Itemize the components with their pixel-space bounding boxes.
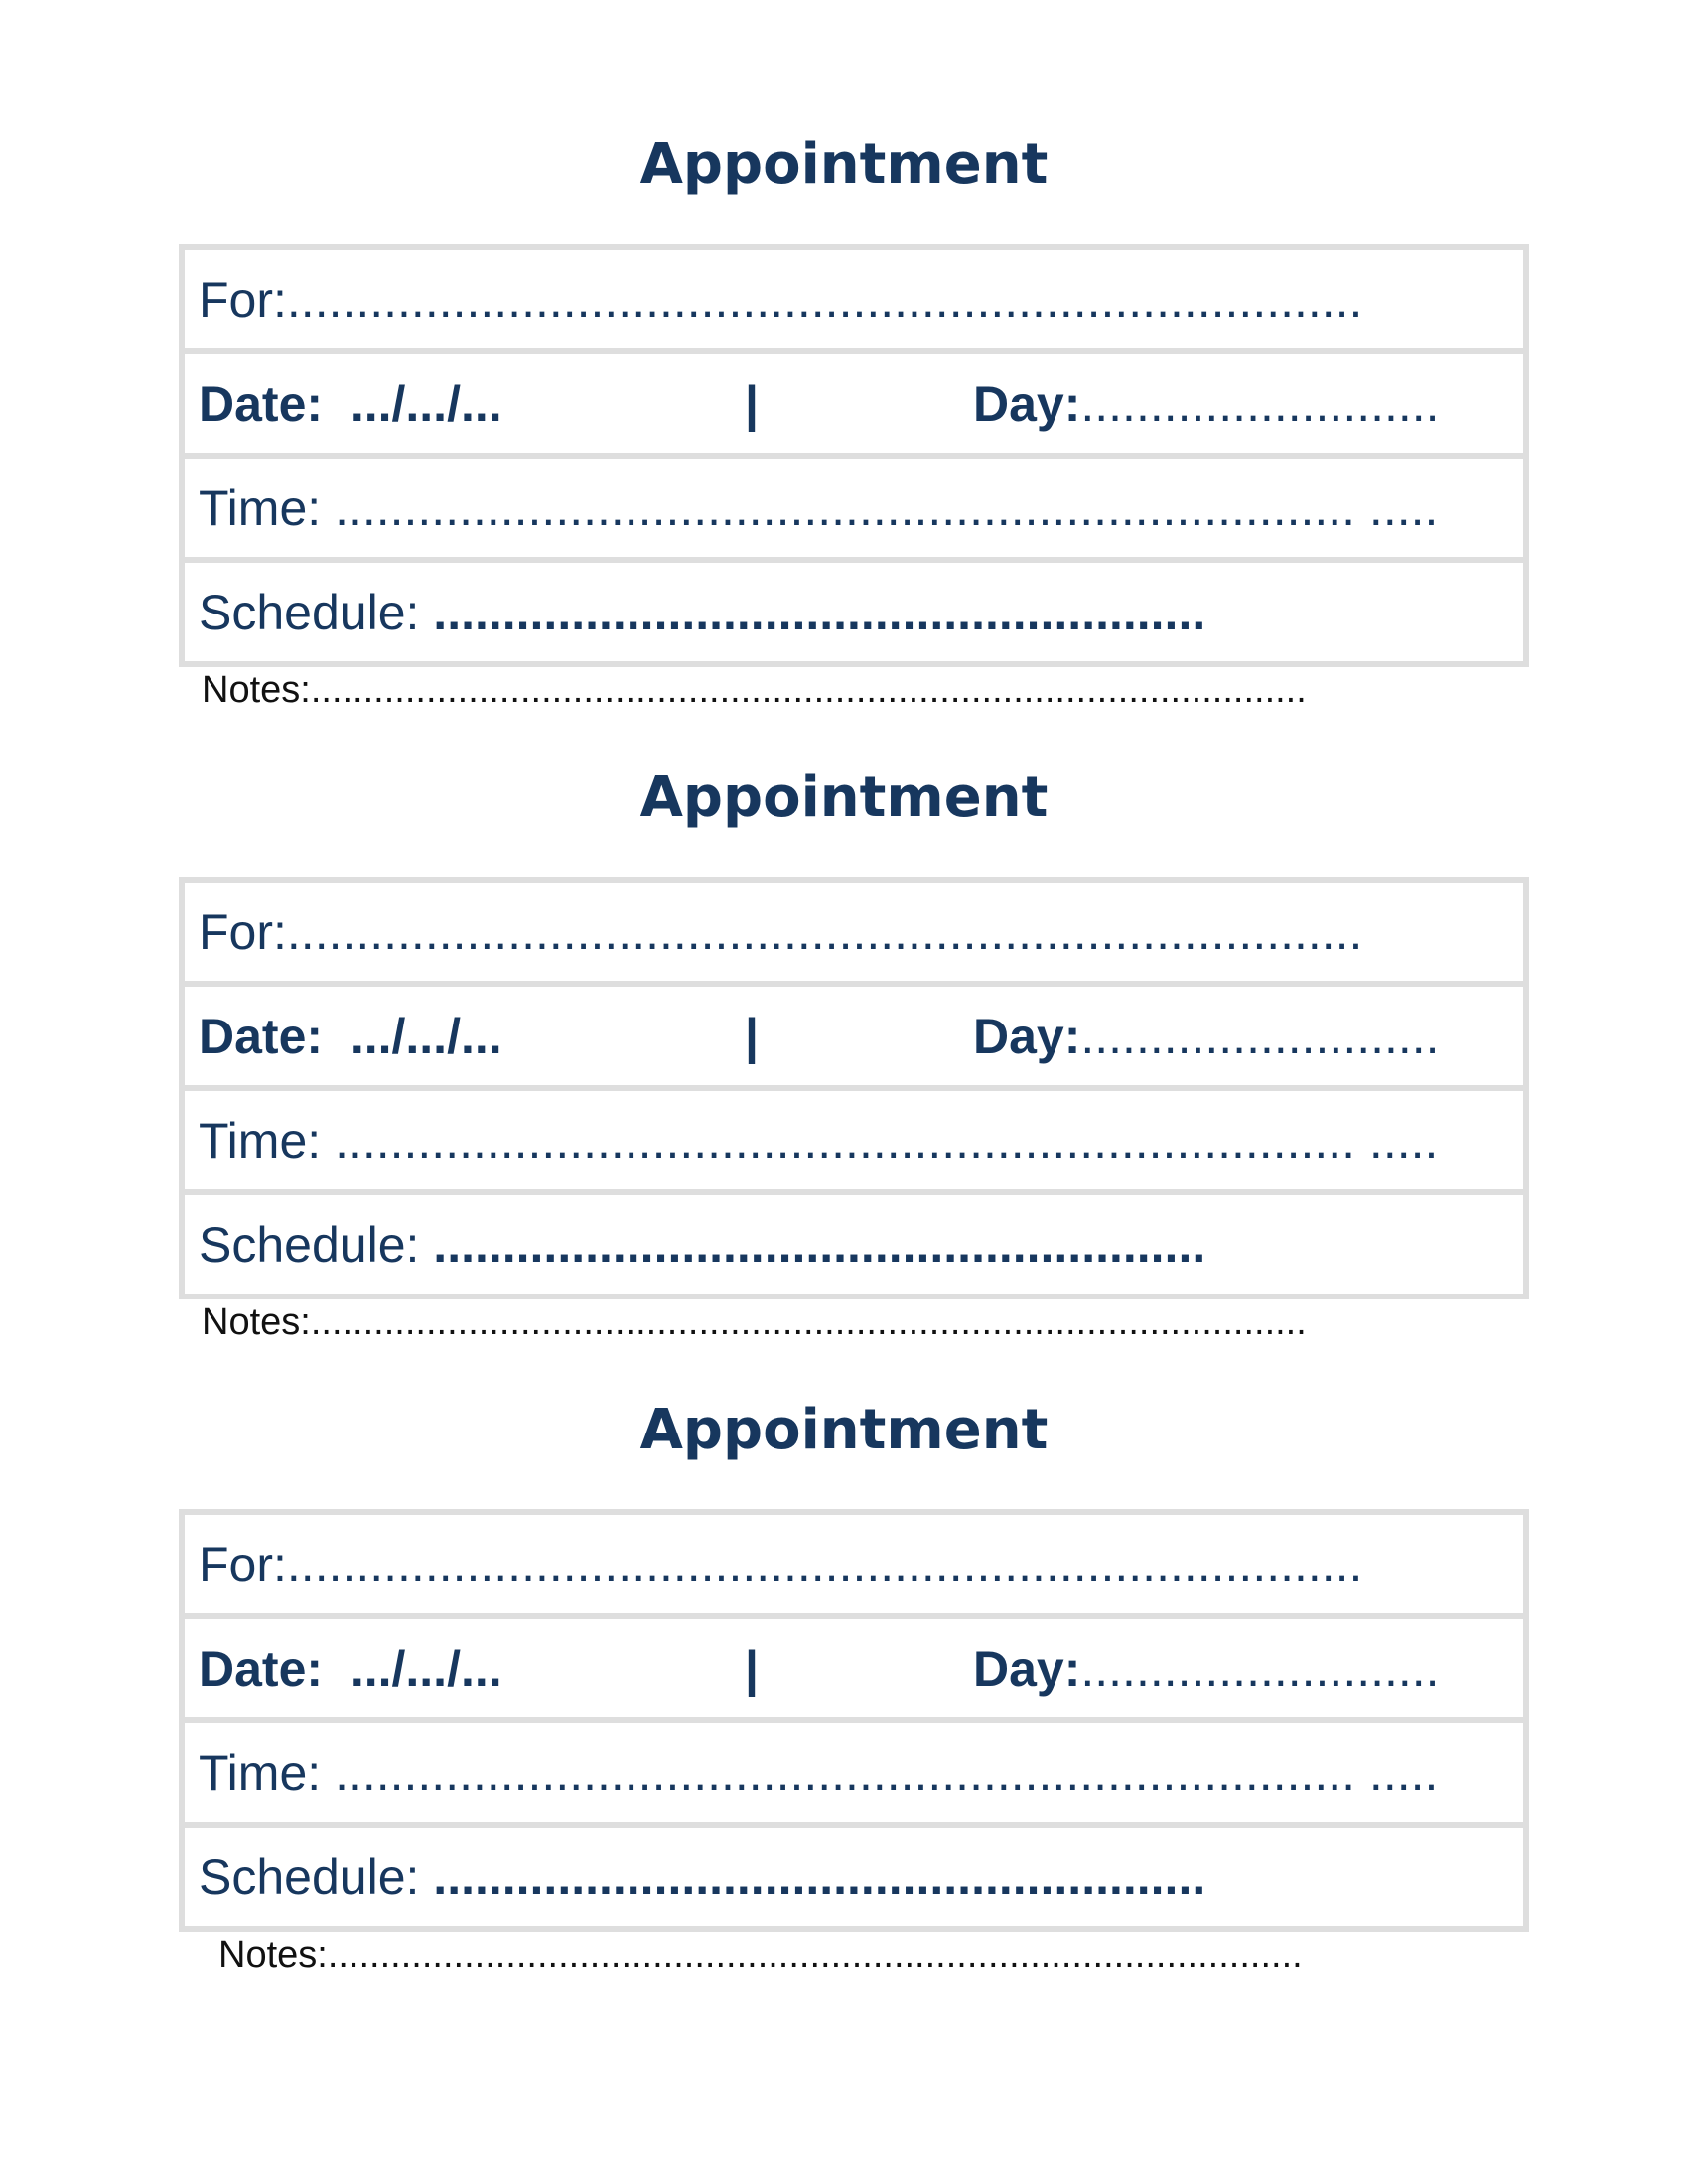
schedule-fill-line: ........................................................ [433, 1216, 1206, 1273]
notes-label: Notes: [218, 1934, 328, 1976]
notes-fill-line: ............................................................................................... [310, 1301, 1307, 1343]
appointment-form [179, 877, 1529, 1299]
appointment-form [179, 1509, 1529, 1932]
appointment-form [179, 244, 1529, 667]
row-separator: | [745, 1008, 759, 1064]
schedule-row[interactable] [185, 1828, 1523, 1926]
day-field [973, 375, 1440, 433]
schedule-label: Schedule: [199, 1216, 420, 1273]
date-field [199, 1640, 745, 1698]
notes-fill-line: ............................................................................................... [310, 669, 1307, 711]
notes-label: Notes: [202, 669, 311, 711]
time-fill-line: .......................................................................... ..... [335, 1744, 1439, 1801]
notes-line[interactable] [202, 1301, 1482, 1344]
for-label: For: [199, 1536, 287, 1592]
time-row[interactable] [185, 459, 1523, 557]
schedule-row[interactable] [185, 1195, 1523, 1294]
time-label: Time: [199, 1744, 322, 1801]
day-fill-line: .......................... [1080, 1640, 1440, 1697]
day-label: Day: [973, 1008, 1081, 1064]
date-label: Date: [199, 375, 324, 432]
for-row[interactable] [185, 250, 1523, 348]
date-field [199, 375, 745, 433]
notes-label: Notes: [202, 1301, 311, 1343]
date-label: Date: [199, 1640, 324, 1697]
day-field [973, 1640, 1440, 1698]
time-fill-line: .......................................................................... ..... [335, 479, 1439, 536]
time-row[interactable] [185, 1723, 1523, 1822]
notes-fill-line: ............................................................................................. [327, 1934, 1303, 1976]
for-fill-line: .............................................................................. [286, 271, 1363, 328]
appointment-title: Appointment [639, 132, 1049, 197]
date-day-row[interactable] [185, 987, 1523, 1085]
for-label: For: [199, 903, 287, 960]
date-day-row[interactable] [185, 1619, 1523, 1717]
schedule-row[interactable] [185, 563, 1523, 661]
appointment-title: Appointment [639, 1398, 1049, 1462]
time-row[interactable] [185, 1091, 1523, 1189]
notes-line[interactable] [218, 1934, 1499, 1977]
schedule-label: Schedule: [199, 1848, 420, 1905]
day-label: Day: [973, 375, 1081, 432]
notes-line[interactable] [202, 669, 1482, 712]
day-label: Day: [973, 1640, 1081, 1697]
schedule-fill-line: ........................................................ [433, 584, 1206, 640]
date-value: .../.../... [350, 375, 502, 432]
row-separator: | [745, 1640, 759, 1697]
for-fill-line: .............................................................................. [286, 1536, 1363, 1592]
for-row[interactable] [185, 1515, 1523, 1613]
day-fill-line: .......................... [1080, 375, 1440, 432]
schedule-label: Schedule: [199, 584, 420, 640]
appointment-title: Appointment [639, 765, 1049, 830]
for-row[interactable] [185, 883, 1523, 981]
date-value: .../.../... [350, 1640, 502, 1697]
day-field [973, 1008, 1440, 1065]
date-value: .../.../... [350, 1008, 502, 1064]
date-day-row[interactable] [185, 354, 1523, 453]
schedule-fill-line: ........................................................ [433, 1848, 1206, 1905]
date-field [199, 1008, 745, 1065]
day-fill-line: .......................... [1080, 1008, 1440, 1064]
for-fill-line: .............................................................................. [286, 903, 1363, 960]
time-fill-line: .......................................................................... ..... [335, 1112, 1439, 1168]
time-label: Time: [199, 1112, 322, 1168]
row-separator: | [745, 375, 759, 432]
for-label: For: [199, 271, 287, 328]
date-label: Date: [199, 1008, 324, 1064]
time-label: Time: [199, 479, 322, 536]
